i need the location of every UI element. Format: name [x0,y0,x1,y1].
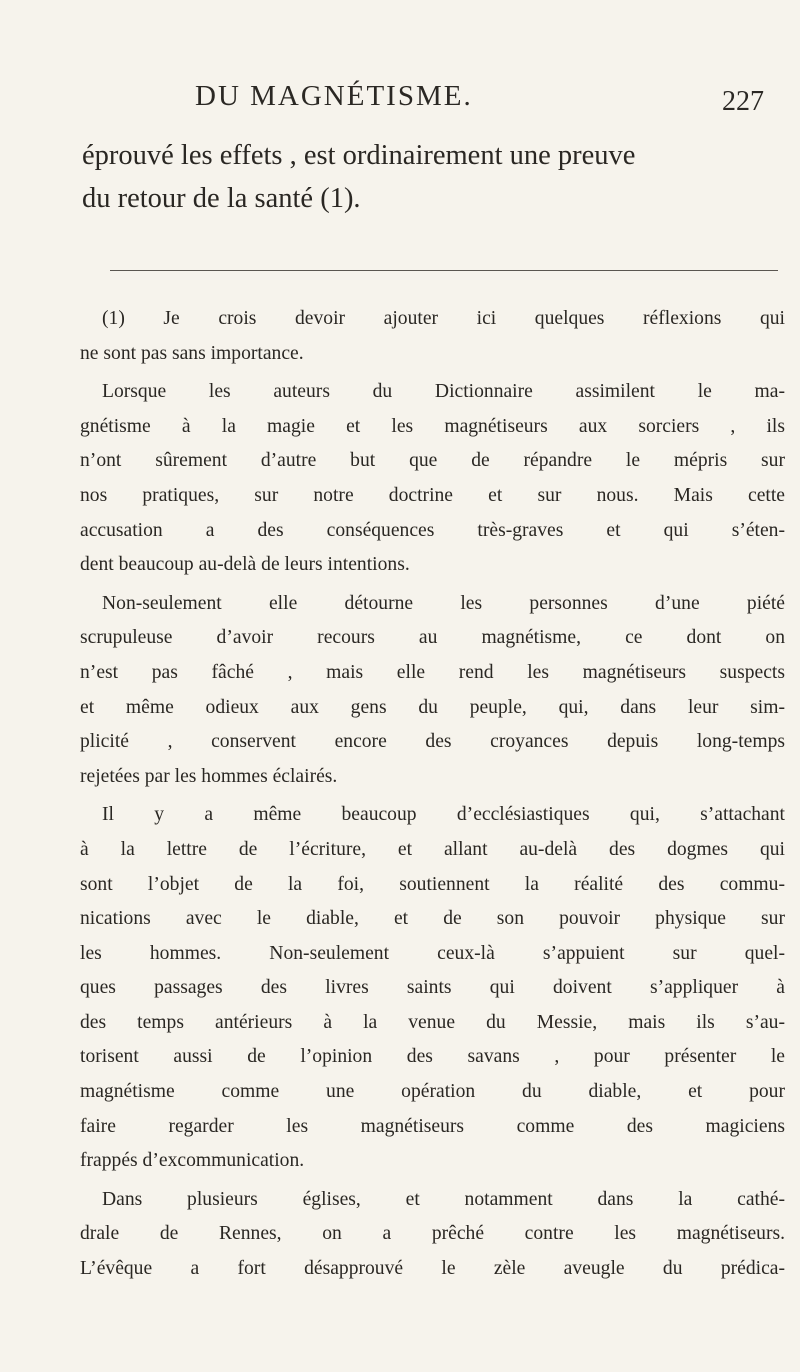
footnote-line: des temps antérieurs à la venue du Messie, mais ils s’au- [80,1011,785,1033]
footnote-line: Non-seulement elle détourne les personnes d’une piété [102,592,785,614]
footnote-line: sont l’objet de la foi, soutiennent la réalité des commu- [80,873,785,895]
footnote-line: gnétisme à la magie et les magnétiseurs aux sorciers , ils [80,415,785,437]
footnote-line: rejetées par les hommes éclairés. [80,765,338,787]
footnote-line: L’évêque a fort désapprouvé le zèle aveugle du prédica- [80,1258,785,1280]
footnote-line: dent beaucoup au-delà de leurs intentions. [80,554,410,576]
footnote-line: drale de Rennes, on a prêché contre les magnétiseurs. [80,1223,785,1245]
footnote-separator-rule [110,270,778,271]
footnote-line: à la lettre de l’écriture, et allant au-delà des dogmes qui [80,838,785,860]
footnote [80,302,785,1287]
footnote-line: Il y a même beaucoup d’ecclésiastiques qui, s’attachant [102,804,785,826]
main-text-line: éprouvé les effets , est ordinairement une preuve [82,140,636,171]
footnote-line: (1) Je crois devoir ajouter ici quelques réflexions qui [102,308,785,329]
footnote-line: Lorsque les auteurs du Dictionnaire assimilent le ma- [102,381,785,403]
footnote-line: frappés d’excommunication. [80,1150,305,1172]
footnote-line: nications avec le diable, et de son pouvoir physique sur [80,908,785,930]
footnote-line: faire regarder les magnétiseurs comme des magiciens [80,1115,785,1137]
main-text [80,134,785,220]
footnote-line: scrupuleuse d’avoir recours au magnétisme, ce dont on [80,627,785,649]
footnote-line: et même odieux aux gens du peuple, qui, dans leur sim- [80,696,785,718]
footnote-line: ques passages des livres saints qui doivent s’appliquer à [80,977,785,999]
footnote-line: ne sont pas sans importance. [80,342,304,364]
main-text-line: du retour de la santé (1). [82,183,361,214]
footnote-line: les hommes. Non-seulement ceux-là s’appuient sur quel- [80,942,785,964]
footnote-line: Dans plusieurs églises, et notamment dans la cathé- [102,1188,785,1210]
running-title: DU MAGNÉTISME. [195,80,473,112]
footnote-line: plicité , conservent encore des croyances depuis long-temps [80,731,785,753]
page-number: 227 [722,86,764,117]
page-header [0,80,800,116]
footnote-line: n’ont sûrement d’autre but que de répandre le mépris sur [80,450,785,472]
footnote-line: torisent aussi de l’opinion des savans , pour présenter le [80,1046,785,1068]
footnote-line: n’est pas fâché , mais elle rend les magnétiseurs suspects [80,661,785,683]
footnote-line: accusation a des conséquences très-graves et qui s’éten- [80,519,785,541]
footnote-line: nos pratiques, sur notre doctrine et sur nous. Mais cette [80,484,785,506]
footnote-line: magnétisme comme une opération du diable, et pour [80,1081,785,1103]
